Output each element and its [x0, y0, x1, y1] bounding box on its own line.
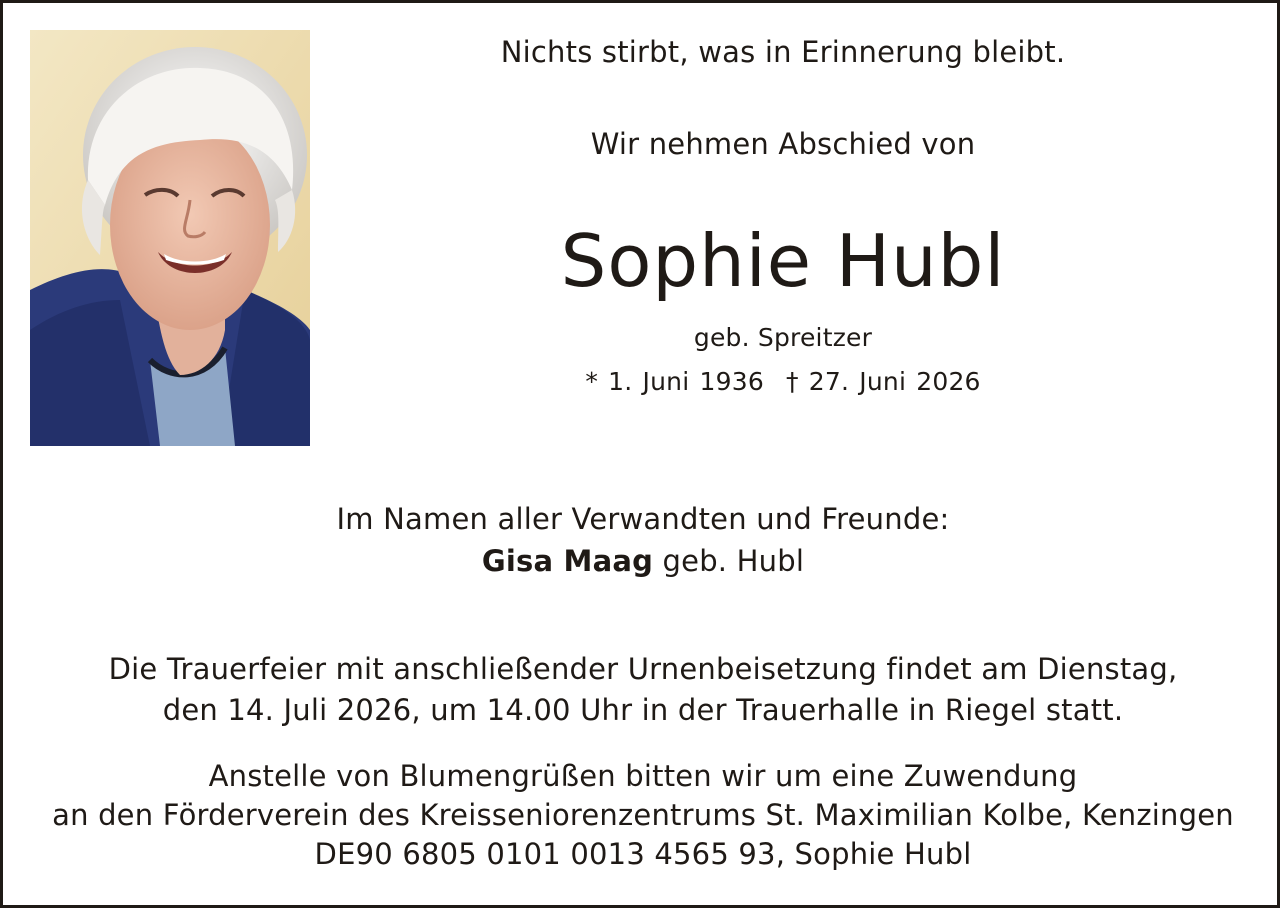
ceremony-line-1: Die Trauerfeier mit anschließender Urnenbeisetzung findet am Dienstag, [108, 652, 1178, 686]
family-signature [43, 542, 1243, 580]
maiden-name: geb. Spreitzer [693, 323, 873, 352]
portrait-photo [30, 30, 310, 446]
deceased-name: Sophie Hubl [560, 219, 1006, 303]
ceremony-line-2: den 14. Juli 2026, um 14.00 Uhr in der Trauerhalle in Riegel statt. [162, 693, 1124, 727]
family-member-maiden: geb. Hubl [662, 544, 805, 578]
memorial-motto: Nichts stirbt, was in Erinnerung bleibt. [500, 35, 1066, 69]
death-date: † 27. Juni 2026 [785, 367, 981, 396]
family-member-name: Gisa Maag [481, 544, 654, 578]
life-dates [333, 365, 1233, 399]
donation-line-2: an den Förderverein des Kreisseniorenzentrums St. Maximilian Kolbe, Kenzingen [52, 798, 1234, 832]
family-title: Im Namen aller Verwandten und Freunde: [336, 502, 950, 536]
farewell-intro: Wir nehmen Abschied von [590, 127, 976, 161]
donation-line-3: DE90 6805 0101 0013 4565 93, Sophie Hubl [314, 837, 972, 871]
birth-date: * 1. Juni 1936 [585, 367, 764, 396]
donation-line-1: Anstelle von Blumengrüßen bitten wir um eine Zuwendung [208, 759, 1078, 793]
